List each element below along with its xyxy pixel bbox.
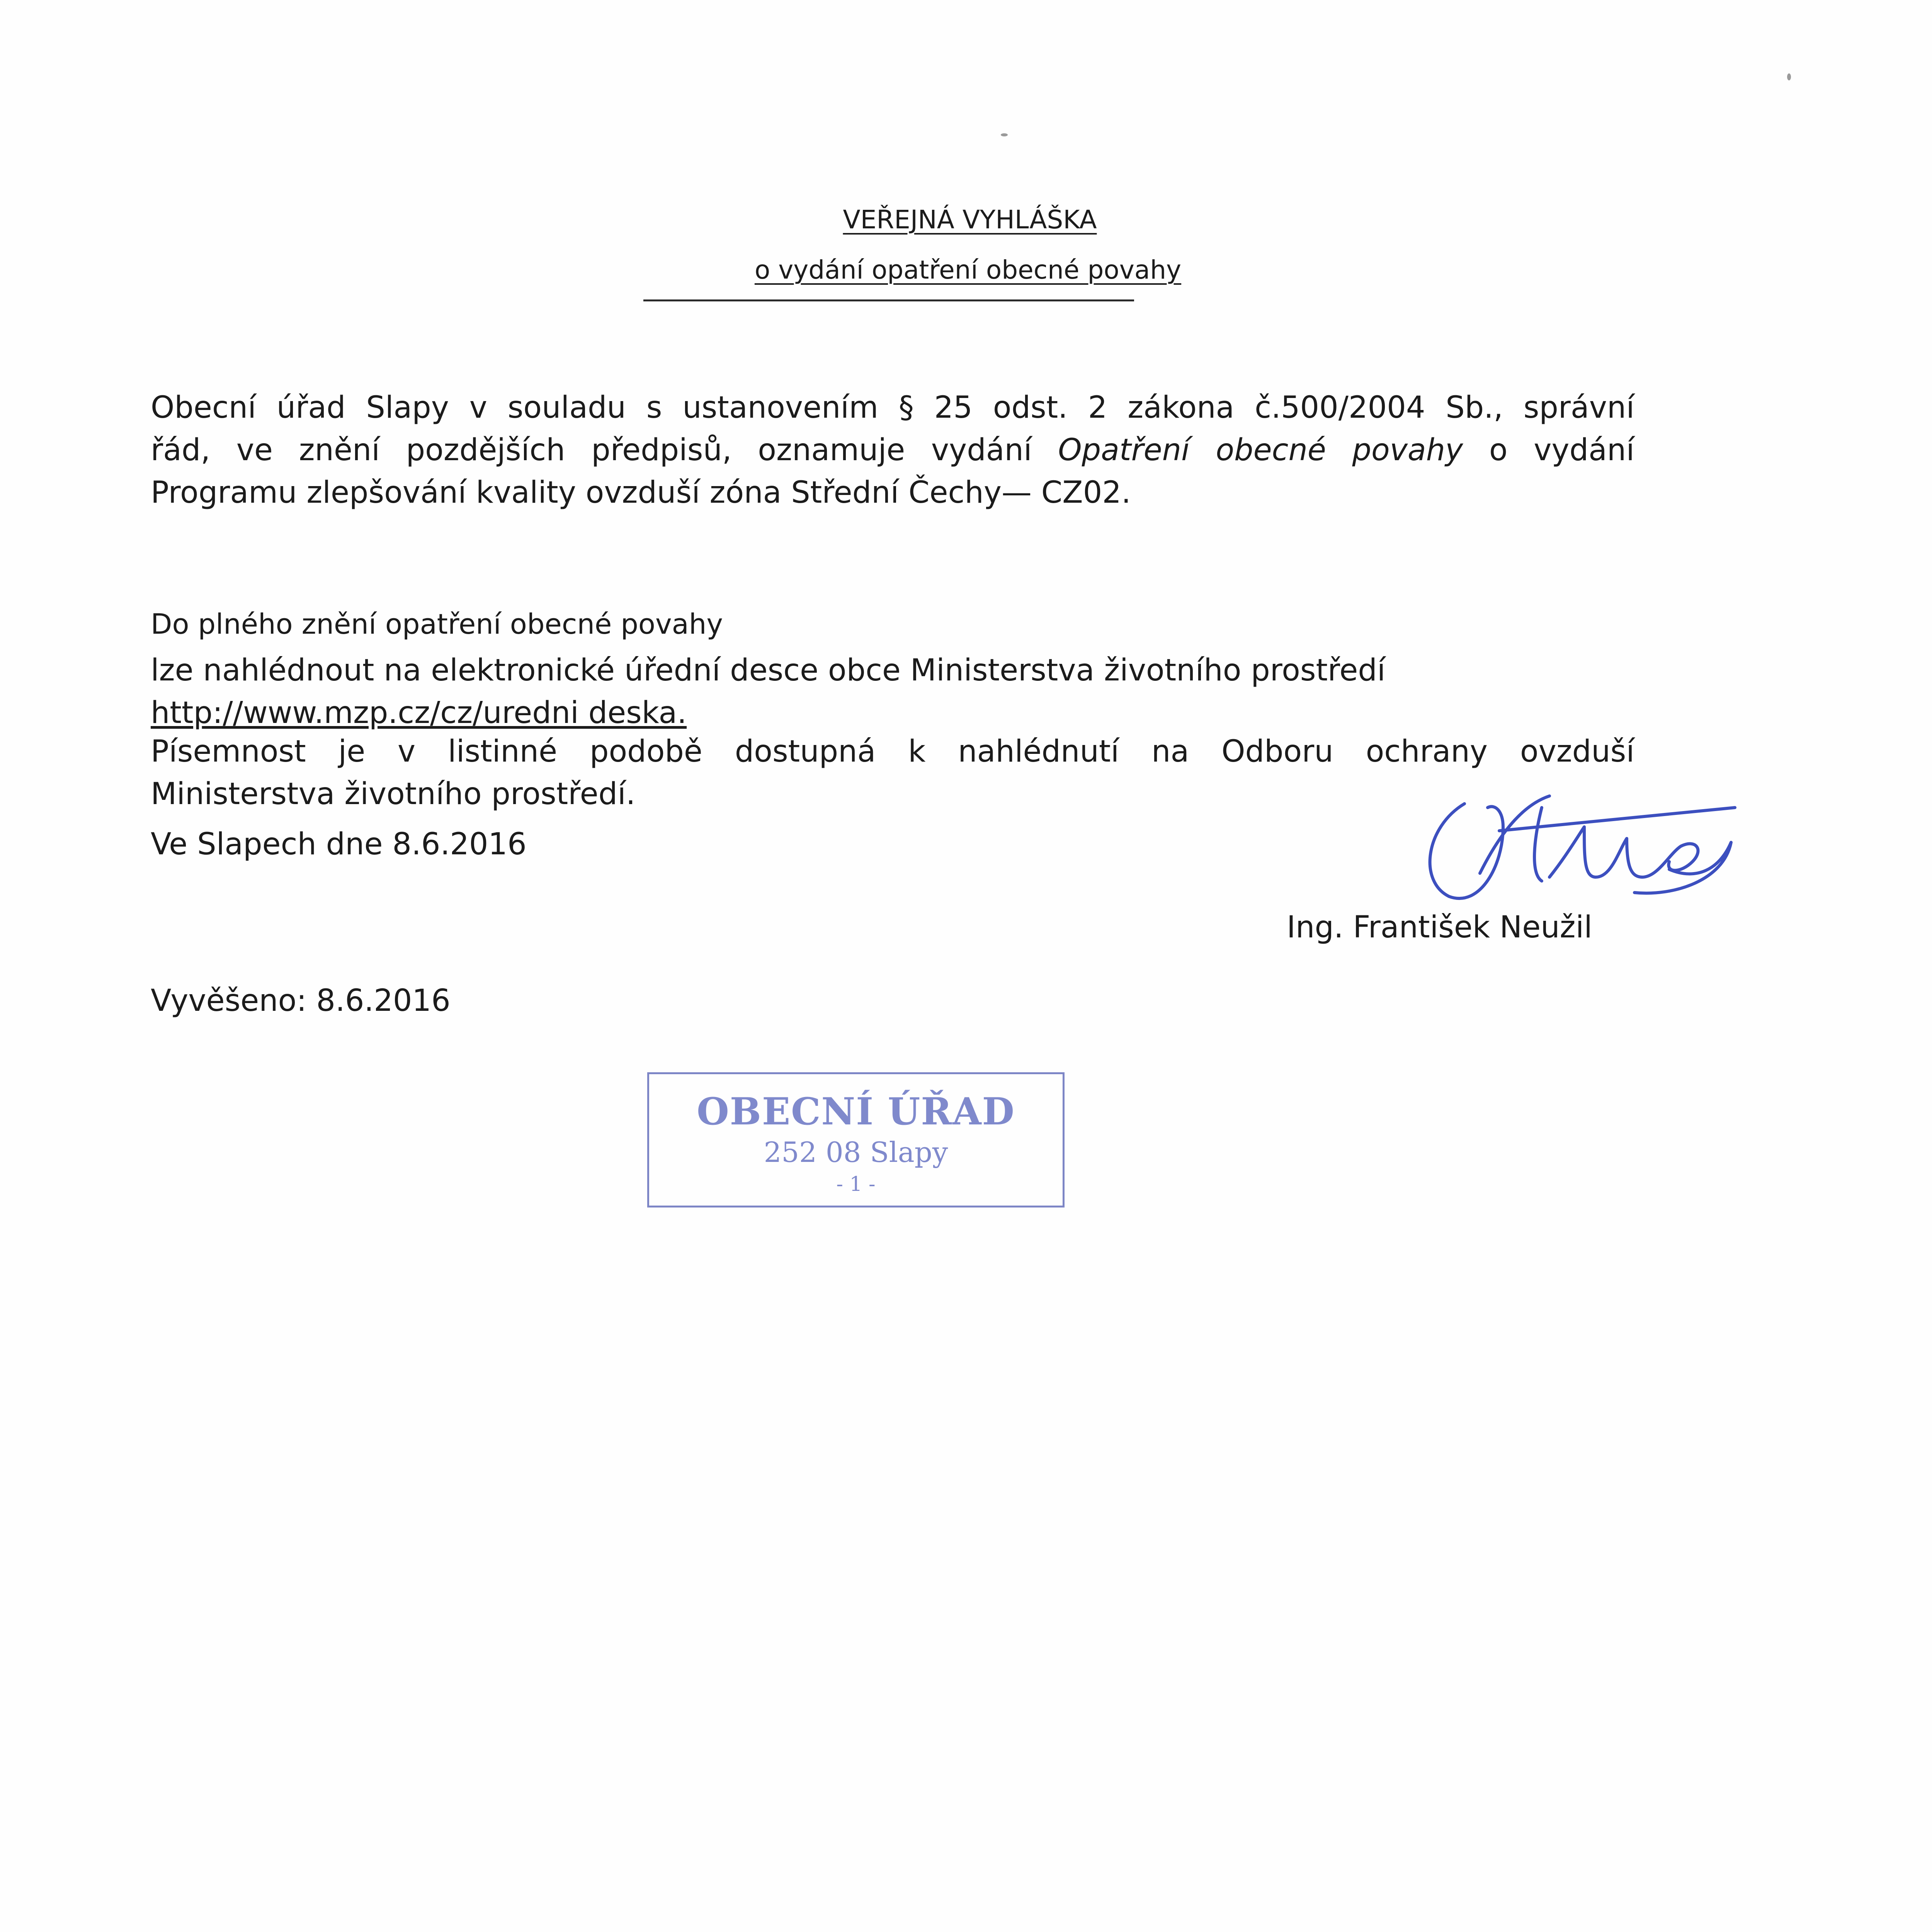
intro-paragraph	[151, 386, 1634, 514]
intro-line-2	[151, 429, 1634, 471]
signer-name: Ing. František Neužil	[1287, 910, 1592, 945]
document-subtitle: o vydání opatření obecné povahy	[754, 255, 1182, 285]
place-date: Ve Slapech dne 8.6.2016	[151, 827, 527, 862]
signature-icon	[1403, 781, 1750, 920]
posted-date: Vyvěšeno: 8.6.2016	[151, 983, 451, 1018]
scan-speck	[1787, 73, 1791, 80]
intro-line-2-start: řád, ve znění pozdějších předpisů, oznamuje vydání	[151, 433, 1032, 468]
subtitle-rule	[643, 299, 1134, 301]
scan-speck	[1001, 133, 1008, 136]
access-line-2: lze nahlédnout na elektronické úřední desce obce Ministerstva životního prostředí	[151, 653, 1386, 688]
official-board-link[interactable]: http://www.mzp.cz/cz/uredni deska.	[151, 696, 687, 730]
stamp-address: 252 08 Slapy	[764, 1136, 948, 1168]
stamp-number: - 1 -	[836, 1173, 876, 1196]
access-paragraph	[151, 649, 1634, 734]
intro-line-2-end: o vydání	[1489, 433, 1634, 468]
intro-line-2-italic: Opatření obecné povahy	[1058, 433, 1463, 468]
stamp-office-name: OBECNÍ ÚŘAD	[697, 1090, 1015, 1133]
intro-line-1: Obecní úřad Slapy v souladu s ustanovením § 25 odst. 2 zákona č.500/2004 Sb., správní	[151, 390, 1634, 425]
intro-line-3: Programu zlepšování kvality ovzduší zóna Střední Čechy— CZ02.	[151, 475, 1131, 510]
access-line-1: Do plného znění opatření obecné povahy	[151, 608, 723, 640]
physical-line-1: Písemnost je v listinné podobě dostupná k nahlédnutí na Odboru ochrany ovzduší	[151, 734, 1634, 769]
document-title: VEŘEJNÁ VYHLÁŠKA	[843, 205, 1097, 235]
office-stamp	[647, 1072, 1065, 1208]
physical-line-2: Ministerstva životního prostředí.	[151, 777, 636, 811]
